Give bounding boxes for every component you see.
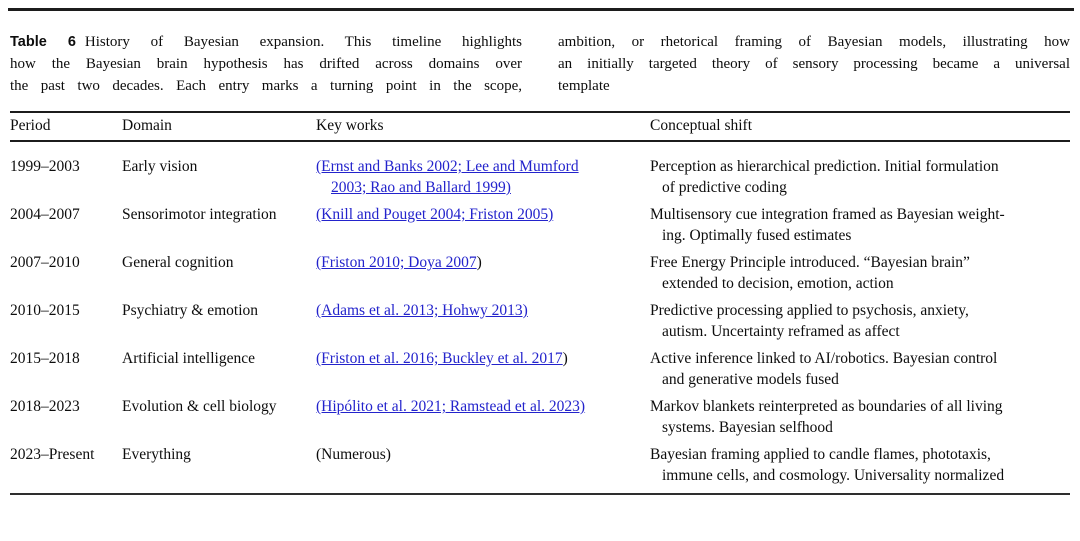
shift-line: Free Energy Principle introduced. “Bayesian brain” — [650, 254, 970, 271]
table-row — [10, 348, 1070, 396]
page-top-rule — [8, 8, 1074, 11]
domain-cell: Psychiatry & emotion — [122, 302, 259, 319]
conceptual-shift-cell — [650, 300, 1070, 342]
citation-link[interactable]: (Adams et al. 2013; Hohwy 2013) — [316, 302, 528, 319]
citation-link[interactable]: (Friston et al. 2016; Buckley et al. 2017 — [316, 350, 563, 367]
table-body — [10, 156, 1070, 492]
citation-suffix: ) — [562, 350, 568, 367]
keyworks-plain-text: (Numerous) — [316, 446, 391, 463]
period-cell: 1999–2003 — [10, 158, 80, 175]
domain-cell: Artificial intelligence — [122, 350, 255, 367]
caption-line: an initially targeted theory of sensory processing became a universal — [558, 56, 1070, 72]
domain-cell: Early vision — [122, 158, 198, 175]
caption-text: History of Bayesian expansion. This timeline highlights — [84, 34, 522, 50]
shift-line: Multisensory cue integration framed as Bayesian weight- — [650, 206, 1005, 223]
shift-line: ing. Optimally fused estimates — [662, 227, 852, 244]
keyworks-cell — [316, 204, 650, 246]
conceptual-shift-cell — [650, 204, 1070, 246]
table-row — [10, 204, 1070, 252]
shift-line: autism. Uncertainty reframed as affect — [662, 323, 900, 340]
caption-line: template — [558, 78, 610, 94]
citation-link[interactable]: (Friston 2010; Doya 2007 — [316, 254, 477, 271]
table-caption — [10, 31, 1070, 97]
citation-link[interactable]: 2003; Rao and Ballard 1999) — [331, 179, 511, 196]
period-cell: 2018–2023 — [10, 398, 80, 415]
conceptual-shift-cell — [650, 396, 1070, 438]
period-cell: 2023–Present — [10, 446, 95, 463]
domain-cell: Sensorimotor integration — [122, 206, 277, 223]
column-header-period: Period — [10, 117, 51, 134]
shift-line: Markov blankets reinterpreted as boundaries of all living — [650, 398, 1003, 415]
domain-cell: Everything — [122, 446, 191, 463]
shift-line: immune cells, and cosmology. Universality normalized — [662, 467, 1005, 484]
shift-line: Predictive processing applied to psychosis, anxiety, — [650, 302, 969, 319]
keyworks-cell — [316, 300, 650, 342]
shift-line: systems. Bayesian selfhood — [662, 419, 833, 436]
table-row — [10, 444, 1070, 492]
period-cell: 2004–2007 — [10, 206, 80, 223]
keyworks-cell — [316, 348, 650, 390]
conceptual-shift-cell — [650, 444, 1070, 486]
column-header-domain: Domain — [122, 117, 172, 134]
citation-link[interactable]: (Hipólito et al. 2021; Ramstead et al. 2023) — [316, 398, 586, 415]
caption-line: the past two decades. Each entry marks a turning point in the scope, — [10, 78, 522, 94]
header-bottom-rule — [10, 140, 1070, 142]
table-bottom-rule — [10, 493, 1070, 495]
domain-cell: General cognition — [122, 254, 234, 271]
column-header-conceptual-shift: Conceptual shift — [650, 117, 753, 134]
citation-link[interactable]: (Ernst and Banks 2002; Lee and Mumford — [316, 158, 579, 175]
keyworks-cell — [316, 444, 650, 486]
conceptual-shift-cell — [650, 156, 1070, 198]
caption-right-column — [558, 31, 1070, 97]
caption-line: how the Bayesian brain hypothesis has drifted across domains over — [10, 56, 522, 72]
conceptual-shift-cell — [650, 252, 1070, 294]
keyworks-cell — [316, 156, 650, 198]
shift-line: of predictive coding — [662, 179, 787, 196]
caption-left-column — [10, 31, 522, 97]
shift-line: Bayesian framing applied to candle flames, phototaxis, — [650, 446, 991, 463]
table-top-rule — [10, 111, 1070, 113]
table-header-row — [10, 115, 1070, 136]
column-header-key-works: Key works — [316, 117, 384, 134]
citation-link[interactable]: (Knill and Pouget 2004; Friston 2005) — [316, 206, 554, 223]
domain-cell: Evolution & cell biology — [122, 398, 277, 415]
shift-line: Perception as hierarchical prediction. Initial formulation — [650, 158, 999, 175]
caption-line — [10, 31, 522, 53]
table-row — [10, 396, 1070, 444]
period-cell: 2015–2018 — [10, 350, 80, 367]
citation-suffix: ) — [476, 254, 482, 271]
table-number-label: Table 6 — [10, 34, 76, 50]
caption-line: ambition, or rhetorical framing of Bayesian models, illustrating how — [558, 34, 1070, 50]
conceptual-shift-cell — [650, 348, 1070, 390]
table-row — [10, 156, 1070, 204]
keyworks-cell — [316, 252, 650, 294]
shift-line: Active inference linked to AI/robotics. Bayesian control — [650, 350, 998, 367]
shift-line: and generative models fused — [662, 371, 839, 388]
period-cell: 2010–2015 — [10, 302, 80, 319]
shift-line: extended to decision, emotion, action — [662, 275, 894, 292]
table-row — [10, 300, 1070, 348]
period-cell: 2007–2010 — [10, 254, 80, 271]
table-row — [10, 252, 1070, 300]
keyworks-cell — [316, 396, 650, 438]
